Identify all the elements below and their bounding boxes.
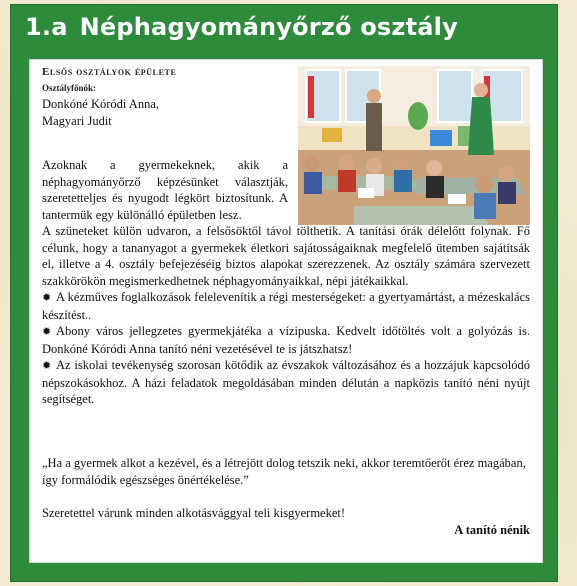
class-title: Néphagyományőrző osztály (79, 13, 458, 41)
teacher-name: Donkóné Kóródi Anna, (42, 97, 159, 111)
bullet-item (42, 289, 530, 323)
bullet-item (42, 323, 530, 357)
teacher-name: Magyari Judit (42, 114, 112, 128)
main-paragraph: A szüneteket külön udvaron, a felsősöktől távol tölthetik. A tanítási órák délelőtt folynak. Fő célunk, hogy a tananyagot a gyermekek életkori sajátosságaiknak megfelelő ütemben sajátítsák el, illetve a 4. osztály befejezéséig biztos alapokat szerezzenek. Az osztály számára szervezett szakkörökön megismerkedhetnek néphagyományaikkal, népi játékaikkal. (42, 224, 530, 288)
quote: „Ha a gyermek alkot a kezével, és a létrejött dolog tetszik neki, akkor teremtőerőt érez magában, így formálódik egészséges önértékelése.” (42, 456, 526, 487)
classroom-photo (298, 66, 530, 225)
flower-bullet-icon: ✹ (42, 326, 52, 338)
class-number: 1.a (25, 13, 68, 41)
main-text (42, 223, 530, 408)
bullet-item (42, 357, 530, 408)
signature: A tanító nénik (454, 523, 530, 537)
flower-bullet-icon: ✹ (42, 292, 52, 304)
bullet-text: Abony város jellegzetes gyermekjátéka a vízipuska. Kedvelt időtöltés volt a golyózás is. Donkóné Kóródi Anna tanító néni vezetésével te is játszhatsz! (42, 324, 530, 356)
closing-line: Szeretettel várunk minden alkotásvággyal teli kisgyermeket! (42, 506, 346, 520)
content-panel (30, 60, 542, 562)
flower-bullet-icon: ✹ (42, 360, 52, 372)
bullet-text: Az iskolai tevékenység szorosan kötődik az évszakok változásához és a hozzájuk kapcsolódó népszokásokhoz. A házi feladatok megoldásában minden délután a napközis tanító néni nyújt segítséget. (42, 358, 530, 406)
teacher-names (42, 96, 159, 130)
building-heading: Elsős osztályok épülete (42, 66, 177, 78)
teacher-label: Osztályfőnök: (42, 83, 96, 93)
bullet-text: A kézműves foglalkozások felelevenítik a régi mesterségeket: a gyertyamártást, a mézeskalács készítést.. (42, 290, 530, 322)
intro-paragraph: Azoknak a gyermekeknek, akik a néphagyományőrző képzésünket választják, szeretetteljes és nyugodt légkört biztosítunk. A tantermük egy különálló épületben lesz. (42, 158, 288, 222)
page-title (25, 13, 458, 41)
